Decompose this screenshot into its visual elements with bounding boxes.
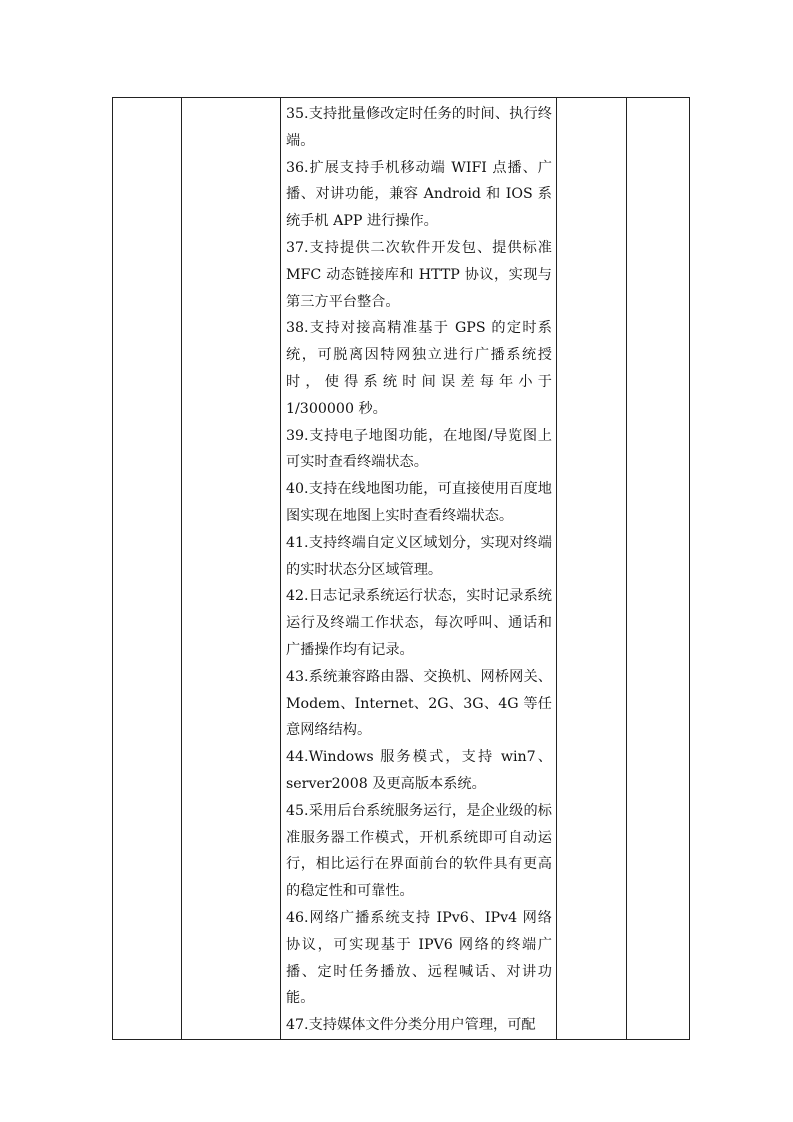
spec-item-42: 42.日志记录系统运行状态，实时记录系统运行及终端工作状态，每次呼叫、通话和广播操作均有记录。 [286, 588, 552, 658]
table-cell-col5 [627, 98, 690, 1040]
requirements-cell [281, 98, 557, 1040]
spec-item-45: 45.采用后台系统服务运行，是企业级的标准服务器工作模式，开机系统即可自动运行，相比运行在界面前台的软件具有更高的稳定性和可靠性。 [286, 802, 552, 900]
spec-item-47: 47.支持媒体文件分类分用户管理，可配 [286, 1017, 536, 1034]
spec-item-38: 38.支持对接高精准基于 GPS 的定时系统，可脱离因特网独立进行广播系统授时，使得系统时间误差每年小于 1/300000 秒。 [286, 320, 552, 417]
spec-item-46: 46.网络广播系统支持 IPv6、IPv4 网络协议，可实现基于 IPV6 网络的终端广播、定时任务播放、远程喊话、对讲功能。 [286, 909, 552, 1007]
spec-item-40: 40.支持在线地图功能，可直接使用百度地图实现在地图上实时查看终端状态。 [286, 481, 552, 524]
spec-item-41: 41.支持终端自定义区域划分，实现对终端的实时状态分区域管理。 [286, 534, 552, 578]
spec-item-43: 43.系统兼容路由器、交换机、网桥网关、Modem、Internet、2G、3G、4G 等任意网络结构。 [286, 668, 552, 739]
table-row [113, 98, 690, 1040]
spec-item-35: 35.支持批量修改定时任务的时间、执行终端。 [286, 106, 552, 149]
spec-item-36: 36.扩展支持手机移动端 WIFI 点播、广播、对讲功能，兼容 Android 和 IOS 系统手机 APP 进行操作。 [286, 159, 552, 230]
table-cell-col1 [113, 98, 182, 1040]
spec-item-37: 37.支持提供二次软件开发包、提供标准 MFC 动态链接库和 HTTP 协议，实现与第三方平台整合。 [286, 239, 552, 310]
table-cell-col2 [182, 98, 281, 1040]
spec-item-39: 39.支持电子地图功能，在地图/导览图上可实时查看终端状态。 [286, 427, 552, 471]
table-cell-col4 [557, 98, 627, 1040]
spec-item-44: 44.Windows 服务模式，支持 win7、server2008 及更高版本系统。 [286, 749, 552, 792]
spec-table [112, 97, 690, 1040]
